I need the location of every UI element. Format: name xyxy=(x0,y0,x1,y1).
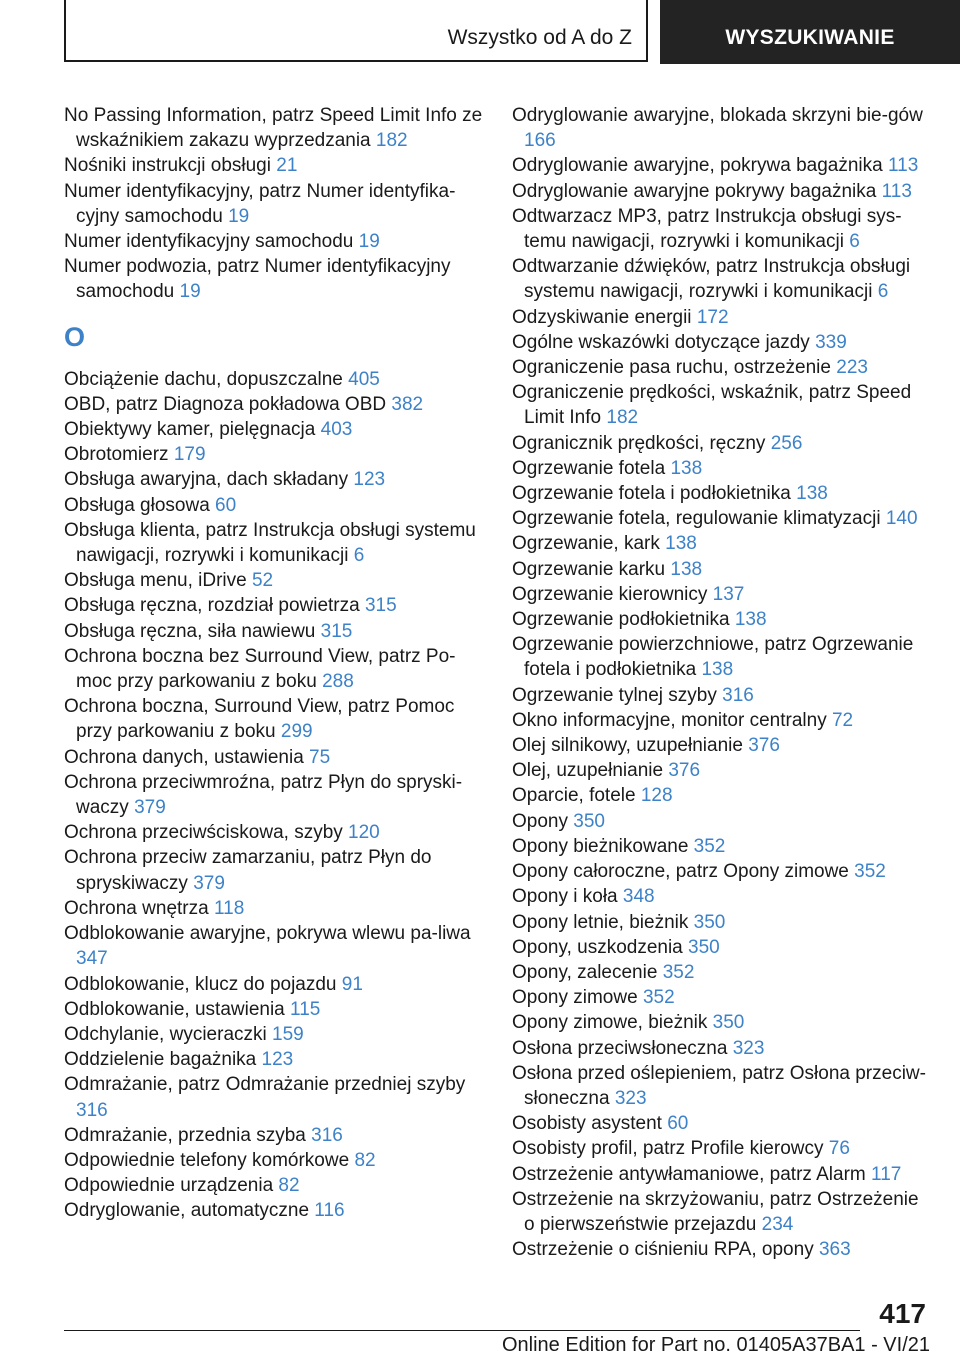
index-entry xyxy=(64,1173,484,1198)
index-entry xyxy=(512,834,932,859)
index-page-link[interactable]: 6 xyxy=(877,281,889,303)
index-page-link[interactable]: 138 xyxy=(670,558,703,580)
index-list-left-o xyxy=(64,367,484,1224)
index-page-link[interactable]: 138 xyxy=(734,609,767,631)
index-page-link[interactable]: 6 xyxy=(849,231,860,253)
index-entry xyxy=(512,632,932,682)
search-tab[interactable] xyxy=(660,0,960,64)
index-page-link[interactable]: 288 xyxy=(322,671,354,693)
index-entry xyxy=(64,593,484,618)
index-entry xyxy=(512,683,932,708)
index-page-link[interactable]: 123 xyxy=(261,1049,294,1071)
index-entry-text: Ostrzeżenie na skrzyżowaniu, patrz Ostrzeżenie o pierwszeństwie przejazdu xyxy=(512,1188,919,1235)
index-entry xyxy=(64,1198,484,1223)
index-entry xyxy=(512,481,932,506)
index-entry xyxy=(512,910,932,935)
index-page-link[interactable]: 116 xyxy=(314,1200,345,1222)
index-entry xyxy=(64,392,484,417)
index-entry-text: Ochrona przeciw zamarzaniu, patrz Płyn do spryskiwaczy xyxy=(64,847,432,894)
index-entry xyxy=(64,820,484,845)
index-entry xyxy=(64,745,484,770)
index-entry xyxy=(64,568,484,593)
index-entry-text: OBD, patrz Diagnoza pokładowa OBD xyxy=(64,393,387,415)
index-entry xyxy=(64,619,484,644)
index-entry xyxy=(512,1237,932,1262)
index-entry-text: Obciążenie dachu, dopuszczalne xyxy=(64,368,343,390)
index-page-link[interactable]: 117 xyxy=(871,1163,902,1185)
index-entry-text: Odpowiednie urządzenia xyxy=(64,1175,274,1197)
index-page-link[interactable]: 379 xyxy=(193,872,225,894)
index-entry-text: Opony zimowe, bieżnik xyxy=(512,1012,708,1034)
index-entry xyxy=(512,582,932,607)
index-entry-text: Odtwarzanie dźwięków, patrz Instrukcja obsługi systemu nawigacji, rozrywki i komunikacji xyxy=(512,256,911,303)
index-entry xyxy=(64,179,484,229)
index-page-link[interactable]: 405 xyxy=(348,368,380,390)
index-entry-text: Ograniczenie pasa ruchu, ostrzeżenie xyxy=(512,357,831,379)
index-column-right xyxy=(512,103,932,1262)
index-entry-text: Odryglowanie awaryjne, blokada skrzyni bie‐gów xyxy=(512,105,923,126)
index-list-right xyxy=(512,103,932,1262)
index-entry-text: Obsługa klienta, patrz Instrukcja obsługi systemu nawigacji, rozrywki i komunikacji xyxy=(64,519,476,567)
index-entry-text: Odmrażanie, przednia szyba xyxy=(64,1124,306,1146)
index-entry xyxy=(64,229,484,254)
index-entry xyxy=(64,997,484,1022)
index-entry-text: Opony, uszkodzenia xyxy=(512,936,683,958)
index-entry-text: Osłona przeciwsłoneczna xyxy=(512,1037,728,1059)
index-entry xyxy=(512,330,932,355)
index-page-link[interactable]: 138 xyxy=(670,457,703,479)
index-entry-text: Numer podwozia, patrz Numer identyfikacyjny samochodu xyxy=(64,256,451,303)
index-page-link[interactable]: 350 xyxy=(693,911,726,933)
index-entry-text: No Passing Information, patrz Speed Limit Info ze wskaźnikiem zakazu wyprzedzania xyxy=(64,105,483,152)
index-entry xyxy=(512,254,932,304)
index-entry xyxy=(64,1047,484,1072)
index-page-link[interactable]: 21 xyxy=(276,155,298,177)
index-page-link[interactable]: 323 xyxy=(732,1037,765,1059)
index-entry xyxy=(64,153,484,178)
index-entry xyxy=(64,254,484,304)
index-entry xyxy=(64,694,484,744)
index-entry xyxy=(512,758,932,783)
index-entry-text: Ogrzewanie fotela, regulowanie klimatyzacji xyxy=(512,508,881,530)
index-page-link[interactable]: 113 xyxy=(881,180,912,202)
index-page-link[interactable]: 166 xyxy=(524,130,556,152)
index-entry-text: Odryglowanie, automatyczne xyxy=(64,1200,310,1222)
index-page-link[interactable]: 315 xyxy=(320,620,353,642)
index-page-link[interactable]: 6 xyxy=(353,545,365,567)
index-page-link[interactable]: 382 xyxy=(391,393,424,415)
index-page-link[interactable]: 352 xyxy=(662,961,695,983)
index-entry xyxy=(64,972,484,997)
index-entry xyxy=(64,896,484,921)
index-entry-text: Oddzielenie bagażnika xyxy=(64,1049,257,1071)
index-entry-text: Ogrzewanie podłokietnika xyxy=(512,609,730,631)
footer-divider xyxy=(64,1330,860,1331)
page-number: 417 xyxy=(879,1298,926,1329)
index-page-link[interactable]: 179 xyxy=(173,444,206,466)
index-entry-text: Obiektywy kamer, pielęgnacja xyxy=(64,419,316,441)
index-entry xyxy=(512,531,932,556)
index-page-link[interactable]: 299 xyxy=(280,721,313,743)
index-page-link[interactable]: 182 xyxy=(606,407,639,429)
index-entry xyxy=(64,442,484,467)
index-page-link[interactable]: 138 xyxy=(796,483,828,505)
index-entry-text: Osobisty asystent xyxy=(512,1113,662,1135)
index-page-link[interactable]: 140 xyxy=(885,508,918,530)
index-entry xyxy=(512,708,932,733)
index-entry-text: Ochrona boczna bez Surround View, patrz Po‐moc przy parkowaniu z boku xyxy=(64,645,456,693)
index-page-link[interactable]: 82 xyxy=(354,1149,376,1171)
index-entry xyxy=(512,1136,932,1161)
index-page-link[interactable]: 76 xyxy=(828,1138,850,1160)
index-entry xyxy=(512,380,932,430)
index-page-link[interactable]: 315 xyxy=(364,595,397,617)
index-entry-text: Ograniczenie prędkości, wskaźnik, patrz Speed Limit Info xyxy=(512,382,912,429)
search-tab-label: WYSZUKIWANIE xyxy=(725,26,895,49)
index-entry xyxy=(512,1187,932,1237)
page-header xyxy=(64,0,960,64)
index-entry-text: Ochrona przeciwmroźna, patrz Płyn do spryski‐waczy xyxy=(64,771,463,819)
index-entry xyxy=(64,467,484,492)
index-page-link[interactable]: 376 xyxy=(668,760,701,782)
index-page-link[interactable]: 19 xyxy=(358,231,380,253)
index-entry-text: Ochrona danych, ustawienia xyxy=(64,746,304,768)
index-page-link[interactable]: 75 xyxy=(309,746,331,768)
index-entry-text: Odblokowanie, klucz do pojazdu xyxy=(64,973,337,995)
index-page-link[interactable]: 348 xyxy=(622,886,655,908)
index-entry xyxy=(512,305,932,330)
index-page-link[interactable]: 115 xyxy=(290,998,321,1020)
index-entry xyxy=(512,179,932,204)
index-page-link[interactable]: 182 xyxy=(375,130,408,152)
index-entry-text: Ochrona przeciwściskowa, szyby xyxy=(64,822,343,844)
index-entry-text: Olej silnikowy, uzupełnianie xyxy=(512,735,743,757)
section-title-box xyxy=(64,0,648,62)
index-page-link[interactable]: 350 xyxy=(688,936,720,958)
index-page-link[interactable]: 60 xyxy=(215,494,237,516)
index-entry xyxy=(512,204,932,254)
index-entry-text: Opony zimowe xyxy=(512,987,638,1009)
index-page-link[interactable]: 138 xyxy=(665,533,697,555)
index-entry xyxy=(512,1111,932,1136)
index-entry-text: Odpowiednie telefony komórkowe xyxy=(64,1149,350,1171)
index-entry xyxy=(512,607,932,632)
index-page-link[interactable]: 123 xyxy=(353,469,386,491)
index-entry-text: Odzyskiwanie energii xyxy=(512,306,692,328)
index-list-left xyxy=(64,103,484,305)
index-page-link[interactable]: 316 xyxy=(76,1099,108,1121)
index-page-link[interactable]: 350 xyxy=(712,1012,745,1034)
index-entry-text: Ogrzewanie fotela i podłokietnika xyxy=(512,483,791,505)
index-entry-text: Obsługa menu, iDrive xyxy=(64,570,247,592)
index-entry xyxy=(512,935,932,960)
index-entry xyxy=(64,103,484,153)
index-section-letter: O xyxy=(64,321,86,352)
index-page-link[interactable]: 120 xyxy=(348,822,380,844)
index-entry xyxy=(64,1022,484,1047)
index-entry-text: Osobisty profil, patrz Profile kierowcy xyxy=(512,1138,824,1160)
index-page-link[interactable]: 363 xyxy=(818,1239,851,1261)
index-entry xyxy=(512,960,932,985)
index-page-link[interactable]: 376 xyxy=(748,735,780,757)
index-entry xyxy=(64,1148,484,1173)
index-entry xyxy=(512,859,932,884)
index-page-link[interactable]: 137 xyxy=(712,583,745,605)
index-entry xyxy=(512,557,932,582)
index-page-link[interactable]: 323 xyxy=(614,1087,647,1109)
index-entry xyxy=(512,1036,932,1061)
index-entry xyxy=(512,431,932,456)
index-entry xyxy=(64,1072,484,1122)
index-entry-text: Obsługa ręczna, rozdział powietrza xyxy=(64,595,360,617)
index-entry xyxy=(64,493,484,518)
index-page-link[interactable]: 339 xyxy=(815,331,847,353)
index-column-left xyxy=(64,103,484,1224)
index-page-link[interactable]: 91 xyxy=(341,973,363,995)
index-page-link[interactable]: 159 xyxy=(272,1023,304,1045)
index-entry-text: Ogrzewanie, kark xyxy=(512,533,660,555)
index-entry-text: Obsługa awaryjna, dach składany xyxy=(64,469,349,491)
index-entry-text: Obsługa głosowa xyxy=(64,494,210,516)
index-entry-text: Opony i koła xyxy=(512,886,618,908)
index-entry-text: Ogrzewanie fotela xyxy=(512,457,666,479)
index-page-link[interactable]: 316 xyxy=(722,684,754,706)
index-entry-text: Ogólne wskazówki dotyczące jazdy xyxy=(512,331,810,353)
index-entry-text: Opony, zalecenie xyxy=(512,961,658,983)
index-entry xyxy=(512,456,932,481)
index-entry-text: Ostrzeżenie antywłamaniowe, patrz Alarm xyxy=(512,1163,866,1185)
index-entry xyxy=(512,884,932,909)
index-page-link[interactable]: 113 xyxy=(887,155,919,177)
index-entry xyxy=(512,506,932,531)
index-entry-text: Opony xyxy=(512,810,568,832)
index-entry xyxy=(512,809,932,834)
index-page-link[interactable]: 52 xyxy=(251,570,274,592)
index-entry xyxy=(512,733,932,758)
index-page-link[interactable]: 256 xyxy=(770,432,803,454)
index-page-link[interactable]: 19 xyxy=(179,281,201,303)
index-entry xyxy=(512,1061,932,1111)
index-entry xyxy=(64,1123,484,1148)
footer-edition: Online Edition for Part no. 01405A37BA1 - VI/21 xyxy=(501,1334,930,1356)
index-entry-text: Ostrzeżenie o ciśnieniu RPA, opony xyxy=(512,1239,814,1261)
index-page-link[interactable]: 379 xyxy=(134,797,166,819)
index-page-link[interactable]: 172 xyxy=(696,306,729,328)
index-entry-text: Odryglowanie awaryjne, pokrywa bagażnika xyxy=(512,155,883,177)
index-entry-text: Obrotomierz xyxy=(64,444,169,466)
index-entry-text: Ogrzewanie powierzchniowe, patrz Ogrzewanie fotela i podłokietnika xyxy=(512,634,914,681)
index-entry xyxy=(64,644,484,694)
index-entry xyxy=(512,985,932,1010)
index-entry-text: Odtwarzacz MP3, patrz Instrukcja obsługi sys‐temu nawigacji, rozrywki i komunikacji xyxy=(512,205,902,253)
index-entry-text: Numer identyfikacyjny, patrz Numer identyfika‐cyjny samochodu xyxy=(64,180,456,227)
index-entry xyxy=(512,153,932,178)
index-entry-text: Osłona przed oślepieniem, patrz Osłona przeciw‐słoneczna xyxy=(512,1062,926,1109)
index-entry-text: Olej, uzupełnianie xyxy=(512,760,664,782)
index-entry xyxy=(512,103,932,153)
index-entry-text: Ogrzewanie kierownicy xyxy=(512,583,708,605)
index-entry-text: Ogranicznik prędkości, ręczny xyxy=(512,432,766,454)
index-entry-text: Nośniki instrukcji obsługi xyxy=(64,155,271,177)
index-entry-text: Odblokowanie awaryjne, pokrywa wlewu pa‐liwa xyxy=(64,923,471,945)
index-page-link[interactable]: 60 xyxy=(667,1113,689,1135)
index-entry xyxy=(64,921,484,971)
index-entry xyxy=(64,845,484,895)
index-entry-text: Odblokowanie, ustawienia xyxy=(64,998,285,1020)
index-entry-text: Ogrzewanie tylnej szyby xyxy=(512,684,717,706)
index-entry xyxy=(512,1162,932,1187)
index-entry xyxy=(512,355,932,380)
index-page-link[interactable]: 138 xyxy=(701,659,734,681)
index-entry-text: Odchylanie, wycieraczki xyxy=(64,1023,267,1045)
index-entry-text: Ochrona wnętrza xyxy=(64,897,209,919)
index-entry-text: Numer identyfikacyjny samochodu xyxy=(64,231,354,253)
index-entry-text: Opony letnie, bieżnik xyxy=(512,911,689,933)
index-page-link[interactable]: 72 xyxy=(831,709,854,731)
index-page-link[interactable]: 403 xyxy=(320,419,353,441)
index-page-link[interactable]: 118 xyxy=(213,897,245,919)
index-page-link[interactable]: 350 xyxy=(573,810,605,832)
index-page-link[interactable]: 352 xyxy=(642,987,675,1009)
index-entry-text: Odmrażanie, patrz Odmrażanie przedniej szyby xyxy=(64,1074,466,1096)
index-page-link[interactable]: 234 xyxy=(761,1213,794,1235)
index-entry-text: Ochrona boczna, Surround View, patrz Pomoc przy parkowaniu z boku xyxy=(64,696,455,743)
index-page-link[interactable]: 352 xyxy=(693,835,726,857)
index-page-link[interactable]: 347 xyxy=(76,948,108,970)
index-entry xyxy=(512,783,932,808)
index-page-link[interactable]: 223 xyxy=(836,357,868,379)
index-entry-text: Okno informacyjne, monitor centralny xyxy=(512,709,827,731)
section-title: Wszystko od A do Z xyxy=(447,26,632,49)
index-entry xyxy=(64,367,484,392)
index-page-link[interactable]: 82 xyxy=(278,1175,300,1197)
index-entry xyxy=(64,417,484,442)
index-entry xyxy=(512,1010,932,1035)
index-entry-text: Ogrzewanie karku xyxy=(512,558,666,580)
index-entry-text: Opony całoroczne, patrz Opony zimowe xyxy=(512,861,849,883)
index-page-link[interactable]: 352 xyxy=(854,861,886,883)
index-entry-text: Opony bieżnikowane xyxy=(512,835,689,857)
index-entry-text: Odryglowanie awaryjne pokrywy bagażnika xyxy=(512,180,877,202)
index-entry-text: Oparcie, fotele xyxy=(512,785,636,807)
index-page-link[interactable]: 128 xyxy=(640,785,673,807)
index-entry xyxy=(64,770,484,820)
index-entry xyxy=(64,518,484,568)
index-entry-text: Obsługa ręczna, siła nawiewu xyxy=(64,620,316,642)
index-page-link[interactable]: 19 xyxy=(228,205,250,227)
index-page-link[interactable]: 316 xyxy=(311,1124,343,1146)
